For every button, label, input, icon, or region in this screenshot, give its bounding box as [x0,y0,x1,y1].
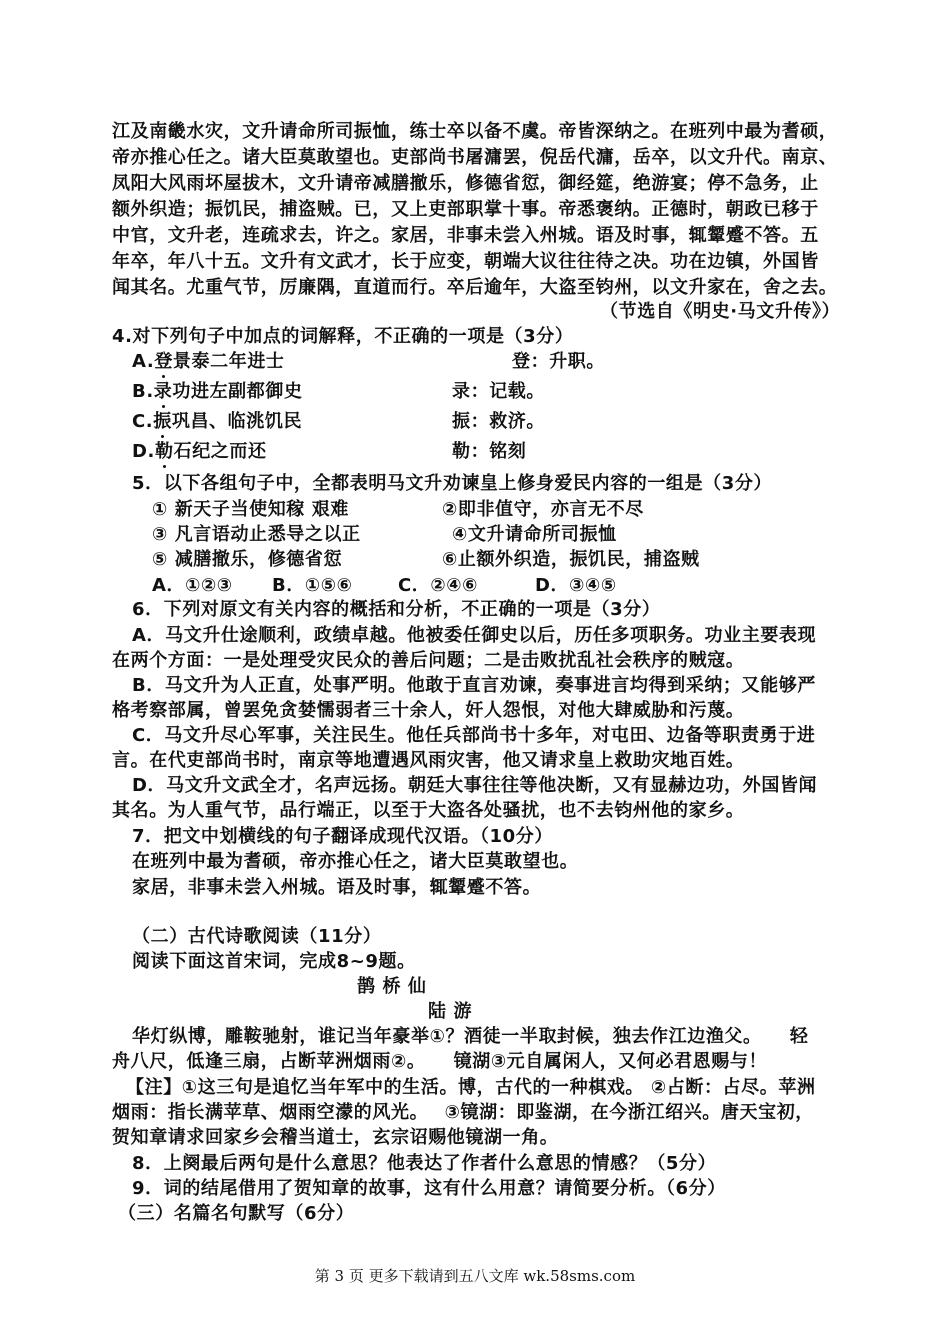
passage-line: 江及南畿水灾，文升请命所司振恤，练士卒以备不虞。帝皆深纳之。在班列中最为耆硕， [112,121,838,142]
dotted-word: 登 [154,351,173,372]
question-7-stem: 7．把文中划横线的句子翻译成现代汉语。（10分） [132,826,553,847]
q7-line: 家居，非事未尝入州城。语及时事，辄颦蹙不答。 [132,877,542,898]
poem-note: 【注】①这三句是追忆当年军中的生活。博，古代的一种棋戏。 ②占断：占尽。苹洲 [126,1077,816,1098]
option-text: 石纪之而还 [173,441,267,462]
dotted-word: 勒 [154,441,174,462]
option-text: 巩昌、临洮饥民 [171,411,303,432]
q6-line: C．马文升尽心军事，关注民生。他任兵部尚书十多年，对屯田、边备等职责勇于进 [132,725,816,746]
q4-option-b [132,380,303,404]
poem-note: 烟雨：指长满苹草、烟雨空濛的风光。 ③镜湖：即鉴湖，在今浙江绍兴。唐天宝初， [112,1102,814,1123]
q5-item: ⑤ 减膳撤乐，修德省愆 [152,549,343,570]
q6-line: 在两个方面：一是处理受灾民众的善后问题；二是击败扰乱社会秩序的贼寇。 [112,650,745,671]
section-heading: （三）名篇名句默写（6分） [118,1203,355,1224]
q4-option-c-gloss: 振：救济。 [452,411,545,432]
option-text: 功进左副都御史 [172,381,303,402]
option-letter: B. [132,381,154,402]
q6-line: D．马文升文武全才，名声远扬。朝廷大事往往等他决断，又有显赫边功，外国皆闻 [132,775,818,796]
poem-author: 陆 游 [428,1001,473,1022]
q6-line: A．马文升仕途顺利，政绩卓越。他被委任御史以后，历任多项职务。功业主要表现 [132,625,817,646]
q6-line: 格考察部属，曾罢免贪婪懦弱者三十余人，奸人怨恨，对他大肆威胁和污蔑。 [112,700,745,721]
option-text: 景泰二年进士 [172,351,285,372]
q5-item: ① 新天子当使知稼 艰难 [152,499,349,520]
q4-option-d [132,440,267,464]
option-letter: A. [132,351,155,372]
poem-line: 舟八尺，低逢三扇，占断苹洲烟雨②。 镜湖③元自属闲人，又何必君恩赐与！ [112,1051,768,1072]
question-4-stem: 4.对下列句子中加点的词解释，不正确的一项是（3分） [112,326,574,347]
passage-line: 年卒，年八十五。文升有文武才，长于应变，朝端大议往往待之决。功在边镇，外国皆 [112,251,819,272]
q6-line: 其名。为人重气节，品行端正，以至于大盗各处骚扰，也不去钧州他的家乡。 [112,800,745,821]
q5-item: ⑥止额外织造，振饥民，捕盗贼 [442,549,700,570]
passage-line: 中官，文升老，连疏求去，许之。家居，非事未尝入州城。语及时事，辄颦蹙不答。五 [112,225,819,246]
section-heading: （二）古代诗歌阅读（11分） [132,926,382,947]
q7-line: 在班列中最为耆硕，帝亦推心任之，诸大臣莫敢望也。 [132,851,579,872]
q5-choice: B．①⑤⑥ [272,575,353,596]
passage-line: 凤阳大风雨坏屋拔木，文升请帝减膳撤乐，修德省愆，御经筵，绝游宴；停不急务，止 [112,173,819,194]
question-5-stem: 5．以下各组句子中，全都表明马文升劝谏皇上修身爱民内容的一组是（3分） [132,473,773,494]
q5-item: ②即非值守，亦言无不尽 [442,499,644,520]
option-letter: C. [132,411,154,432]
q5-item: ③ 凡言语动止悉导之以正 [152,524,361,545]
page-footer: 第 3 页 更多下载请到五八文库 wk.58sms.com [314,1267,636,1285]
q4-option-d-gloss: 勒：铭刻 [452,441,527,462]
dotted-word: 振 [153,411,172,432]
dotted-word: 录 [153,381,173,402]
q4-option-a-gloss: 登：升职。 [512,351,605,372]
passage-line: 额外织造；振饥民，捕盗贼。已，又上吏部职掌十事。帝悉褒纳。正德时，朝政已移于 [112,199,819,220]
q6-line: B．马文升为人正直，处事严明。他敢于直言劝谏，奏事进言均得到采纳；又能够严 [132,675,816,696]
q5-choice: A．①②③ [152,575,233,596]
question-8: 8．上阕最后两句是什么意思？他表达了作者什么意思的情感？（5分） [132,1153,717,1174]
q5-choice: C．②④⑥ [398,575,478,596]
q4-option-c [132,410,302,434]
passage-line: 帝亦推心任之。诸大臣莫敢望也。吏部尚书屠滽罢，倪岳代滽，岳卒，以文升代。南京、 [112,147,838,168]
q6-line: 言。在代吏部尚书时，南京等地遭遇风雨灾害，他又请求皇上救助灾地百姓。 [112,750,745,771]
q4-option-a [132,350,285,374]
q5-choice: D．③④⑤ [535,575,617,596]
poem-title: 鹊 桥 仙 [357,976,427,997]
poem-line: 华灯纵博，雕鞍驰射，谁记当年豪举①？酒徒一半取封候，独去作江边渔父。 轻 [132,1026,809,1047]
poem-note: 贺知章请求回家乡会稽当道士，玄宗诏赐他镜湖一角。 [112,1127,559,1148]
passage-source: （节选自《明史·马文升传》） [600,301,841,322]
passage-line: 闻其名。尤重气节，厉廉隅，直道而行。卒后逾年，大盗至钧州，以文升家在，舍之去。 [112,277,838,298]
q5-item: ④文升请命所司振恤 [452,524,617,545]
poetry-intro: 阅读下面这首宋词，完成8~9题。 [132,951,416,972]
option-letter: D. [132,441,155,462]
question-9: 9．词的结尾借用了贺知章的故事，这有什么用意？请简要分析。（6分） [132,1178,726,1199]
q4-option-b-gloss: 录：记载。 [452,381,545,402]
question-6-stem: 6．下列对原文有关内容的概括和分析，不正确的一项是（3分） [132,599,661,620]
